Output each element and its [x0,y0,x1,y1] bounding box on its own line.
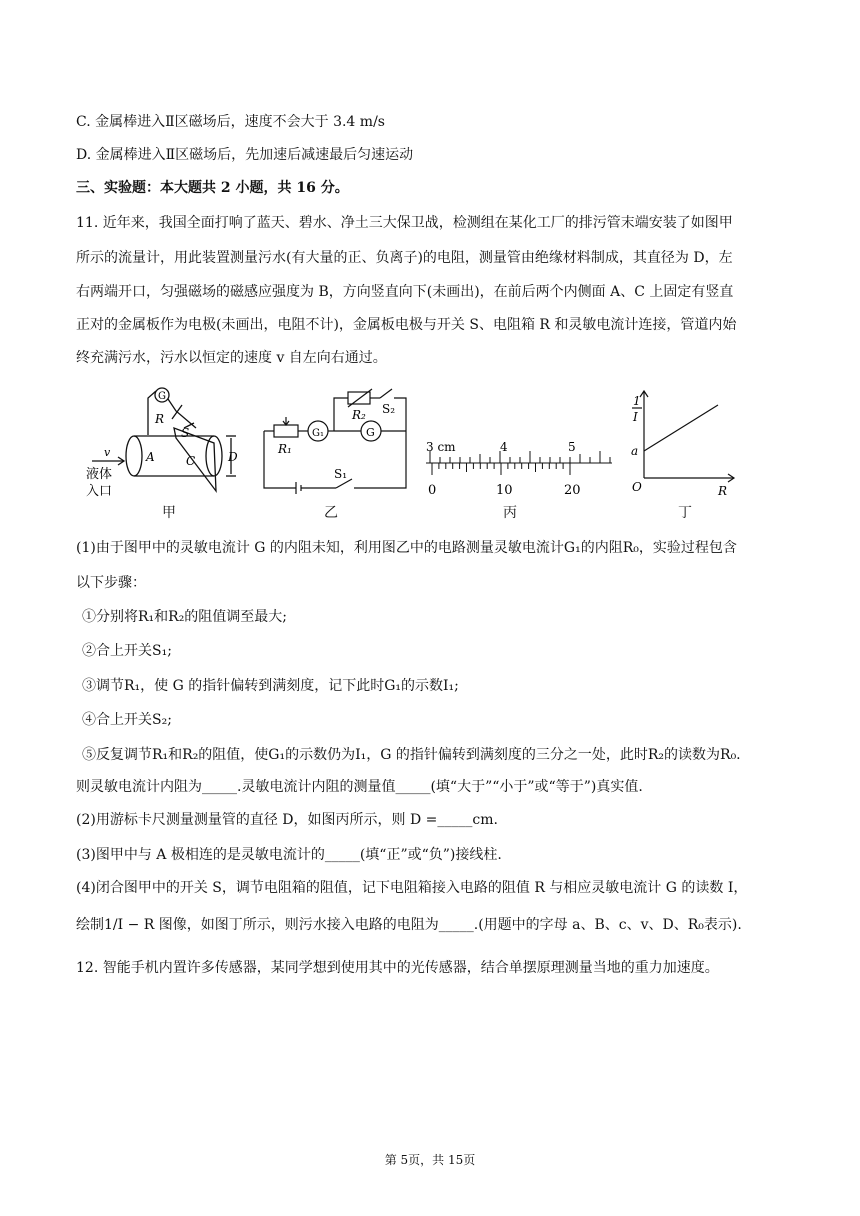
figure-ding [624,383,744,498]
page-footer: 第 5页，共 15页 [384,1153,476,1167]
bing-label-20: 20 [564,483,581,498]
bing-label-5: 5 [568,440,576,454]
section-heading: 三、实验题：本大题共 2 小题，共 16 分。 [76,180,349,196]
jia-label-g: G [158,391,166,402]
jia-label-inlet-1: 液体 [86,467,113,482]
q11-line-2: 所示的流量计，用此装置测量污水(有大量的正、负离子)的电阻，测量管由绝缘材料制成，其直径为 D，左 [76,250,733,266]
caption-jia: 甲 [162,505,176,521]
caption-yi: 乙 [324,505,338,521]
q11-part1-line-2: 以下步骤： [76,575,146,591]
yi-label-s2: S₂ [382,402,396,416]
q11-part2: (2)用游标卡尺测量测量管的直径 D，如图丙所示，则 D =_____cm. [76,812,498,828]
figure-yi [256,383,416,498]
jia-label-c: C [186,454,196,468]
ding-label-xaxis: R [718,484,728,498]
jia-label-inlet-2: 入口 [86,484,113,498]
caption-ding: 丁 [678,505,692,521]
bing-label-unit: 3 cm [426,440,456,454]
option-c: C. 金属棒进入Ⅱ区磁场后，速度不会大于 3.4 m/s [76,114,385,130]
q11-part3: (3)图甲中与 A 极相连的是灵敏电流计的_____(填“正”或“负”)接线柱. [76,847,502,863]
q12-intro: 12. 智能手机内置许多传感器，某同学想到使用其中的光传感器，结合单摆原理测量当地的重力加速度。 [76,960,719,976]
q11-part4-line-1: (4)闭合图甲中的开关 S，调节电阻箱的阻值，记下电阻箱接入电路的阻值 R 与相应灵敏电流计 G 的读数 I， [76,880,748,896]
jia-label-a: A [146,450,155,464]
step-3: ③调节R₁，使 G 的指针偏转到满刻度，记下此时G₁的示数I₁; [82,678,459,694]
jia-label-d: D [228,450,238,464]
q11-part4-line-2: 绘制1/I − R 图像，如图丁所示，则污水接入电路的电阻为_____.(用题中的字母 a、B、c、v、D、R₀表示). [76,917,742,933]
yi-label-g: G [366,426,375,439]
ding-label-yaxis-den: I [633,410,638,424]
bing-label-0: 0 [428,483,437,498]
jia-label-s: S [181,426,190,440]
caption-bing: 丙 [503,505,517,521]
q11-line-5: 终充满污水，污水以恒定的速度 v 自左向右通过。 [76,350,387,366]
figure-jia [76,383,246,498]
ding-label-origin: O [632,480,642,494]
bing-label-4: 4 [500,440,508,454]
q11-line-3: 右两端开口，匀强磁场的磁感应强度为 B，方向竖直向下(未画出)，在前后两个内侧面 A、C 上固定有竖直 [76,284,734,300]
ding-label-yaxis-num: 1 [633,394,641,408]
q11-part1-fill: 则灵敏电流计内阻为_____.灵敏电流计内阻的测量值_____(填“大于”“小于”或“等于”)真实值. [76,779,643,795]
step-4: ④合上开关S₂; [82,712,172,728]
yi-label-s1: S₁ [334,467,348,481]
jia-label-r: R [155,412,165,426]
figure-bing [416,383,616,498]
yi-label-g1: G₁ [312,428,324,439]
bing-label-10: 10 [496,483,513,498]
option-d: D. 金属棒进入Ⅱ区磁场后，先加速后减速最后匀速运动 [76,147,414,163]
step-1: ①分别将R₁和R₂的阻值调至最大; [82,609,288,625]
ding-label-a: a [631,444,639,458]
yi-label-r2: R₂ [352,408,366,422]
step-2: ②合上开关S₁; [82,643,172,659]
q11-line-4: 正对的金属板作为电极(未画出，电阻不计)，金属板电极与开关 S、电阻箱 R 和灵敏电流计连接，管道内始 [76,317,737,333]
q11-line-1: 11. 近年来，我国全面打响了蓝天、碧水、净土三大保卫战，检测组在某化工厂的排污管末端安装了如图甲 [76,215,733,231]
jia-label-v: v [104,446,111,459]
yi-label-r1: R₁ [278,442,292,456]
q11-part1-line-1: (1)由于图甲中的灵敏电流计 G 的内阻未知，利用图乙中的电路测量灵敏电流计G₁的内阻R₀，实验过程包含 [76,540,737,556]
step-5: ⑤反复调节R₁和R₂的阻值，使G₁的示数仍为I₁，G 的指针偏转到满刻度的三分之一处，此时R₂的读数为R₀. [82,747,741,763]
